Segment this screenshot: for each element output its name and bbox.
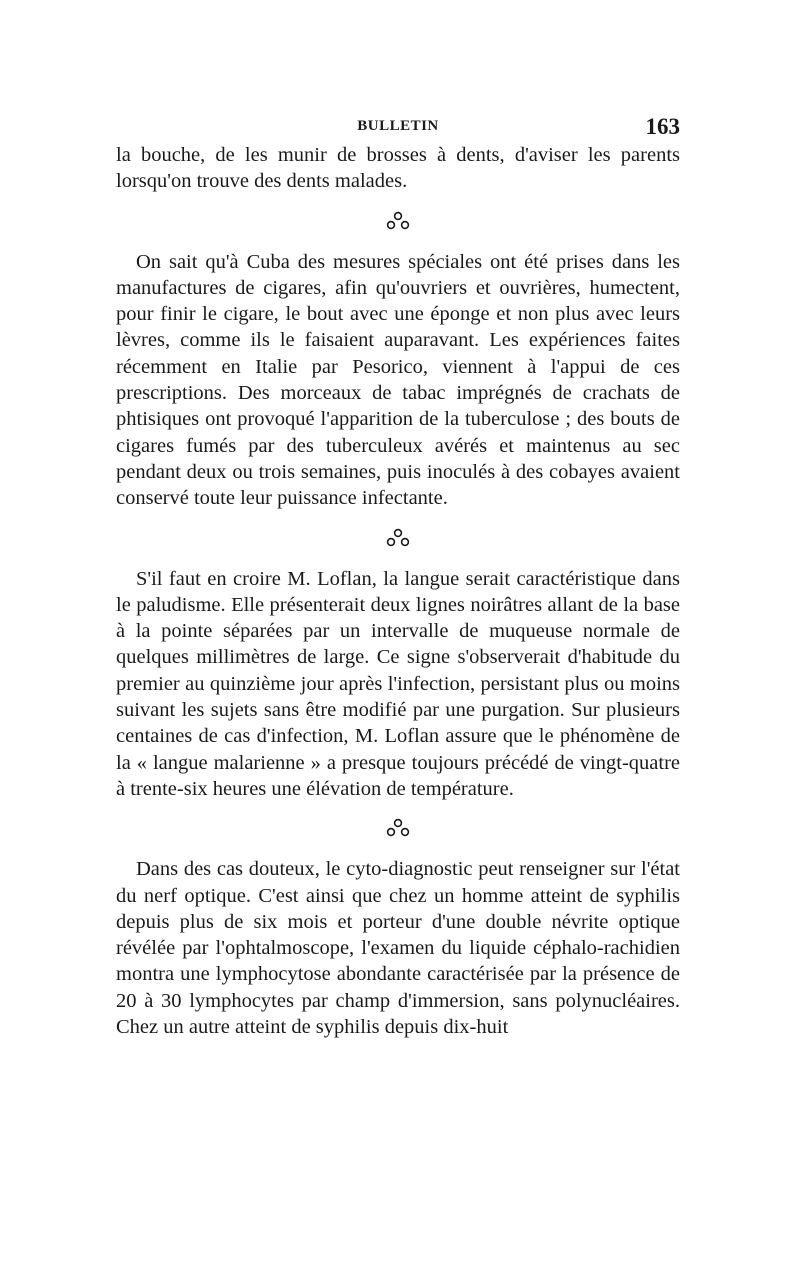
section-separator <box>116 512 680 566</box>
asterism-ornament-icon <box>383 210 413 234</box>
paragraph-malarial-tongue: S'il faut en croire M. Loflan, la langue serait caractéristique dans le paludisme. Elle présenterait deux lignes noirâtres allant de la base à la pointe séparées par un intervalle de muqueuse normale de quelques millimètres de large. Ce signe s'observerait d'habitude du premier au quinzième jour après l'infection, persistant plus ou moins suivant les sujets sans être modifié par une purgation. Sur plusieurs centaines de cas d'infection, M. Loflan assure que le phénomène de la « langue malarienne » a presque toujours précédé de vingt-quatre à trente-six heures une élévation de température. <box>116 567 680 800</box>
section-separator <box>116 195 680 249</box>
page-number: 163 <box>645 114 680 139</box>
paragraph-continued: la bouche, de les munir de brosses à dents, d'aviser les parents lorsqu'on trouve des dents malades. <box>116 144 680 193</box>
asterism-ornament-icon <box>383 527 413 551</box>
asterism-ornament-icon <box>383 817 413 841</box>
body-text <box>116 142 680 1040</box>
paragraph-cuba-cigars: On sait qu'à Cuba des mesures spéciales ont été prises dans les manufactures de cigares, afin qu'ouvriers et ouvrières, humectent, pour finir le cigare, le bout avec une éponge et non plus avec leurs lèvres, comme ils le faisaient auparavant. Les expériences faites récemment en Italie par Pesorico, viennent à l'appui de ces prescriptions. Des morceaux de tabac imprégnés de crachats de phtisiques ont provoqué l'apparition de la tuberculose ; des bouts de cigares fumés par des tuberculeux avérés et maintenus au sec pendant deux ou trois semaines, puis inoculés à des cobayes avaient conservé toute leur puissance infectante. <box>116 250 680 510</box>
section-separator <box>116 802 680 856</box>
page-header <box>116 114 680 144</box>
paragraph-cyto-diagnostic: Dans des cas douteux, le cyto-diagnostic peut renseigner sur l'état du nerf optique. C'est ainsi que chez un homme atteint de syphilis depuis plus de six mois et porteur d'une double névrite optique révélée par l'ophtalmoscope, l'examen du liquide céphalo-rachidien montra une lymphocytose abondante caractérisée par la présence de 20 à 30 lymphocytes par champ d'immersion, sans polynucléaires. Chez un autre atteint de syphilis depuis dix-huit <box>116 858 680 1039</box>
running-title: BULLETIN <box>357 118 439 134</box>
